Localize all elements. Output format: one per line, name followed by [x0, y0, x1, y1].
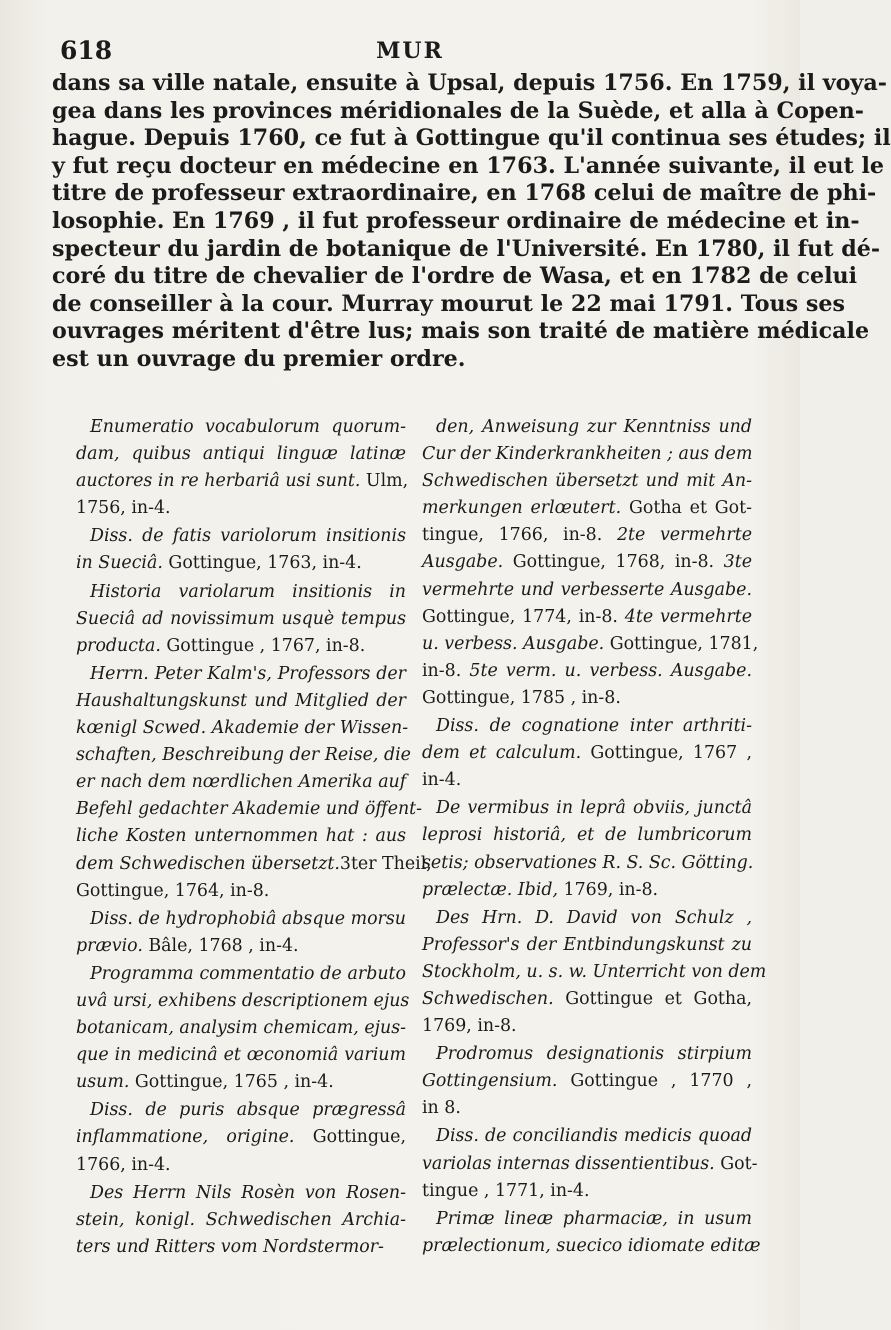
- roman-text: Gottingue et Gotha,: [565, 988, 753, 1009]
- italic-text: merkungen erlœutert.: [422, 498, 629, 519]
- italic-text: kœnigl Scwed. Akademie der Wissen-: [76, 718, 409, 739]
- italic-text: Primæ lineæ pharmaciæ, in usum: [436, 1208, 752, 1229]
- bibliography-entry: [422, 1123, 758, 1204]
- italic-text: Historia variolarum insitionis in: [90, 581, 406, 602]
- italic-text: liche Kosten unternommen hat : aus: [76, 826, 406, 847]
- italic-text: Gottingensium.: [422, 1071, 571, 1092]
- bibliography-entry: [76, 414, 409, 522]
- running-head: MUR: [376, 38, 444, 64]
- paragraph-line: hague. Depuis 1760, ce fut à Gottingue qu'il continua ses études; il: [52, 125, 891, 152]
- entry-line: [422, 713, 752, 740]
- italic-text: Professor's der Entbindungskunst zu: [422, 934, 752, 955]
- italic-text: Herrn. Peter Kalm's, Professors der: [90, 663, 406, 684]
- italic-text: producta.: [76, 635, 167, 656]
- paragraph-line: losophie. En 1769 , il fut professeur ordinaire de médecine et in-: [52, 207, 860, 234]
- roman-text: 1769, in-8.: [563, 879, 659, 900]
- entry-line: [76, 878, 406, 905]
- entry-line: [422, 441, 752, 468]
- entry-line: [422, 522, 752, 549]
- bibliography-entry: [76, 1097, 406, 1178]
- entry-line: [422, 877, 752, 904]
- italic-text: botanicam, analysim chemicam, ejus-: [76, 1018, 406, 1039]
- italic-text: Cur der Kinderkrankheiten ; aus dem: [422, 444, 753, 465]
- biography-paragraph: [52, 70, 891, 374]
- italic-text: prælectionum, suecico idiomate editæ: [422, 1235, 761, 1256]
- entry-line: [422, 604, 752, 631]
- italic-text: 2te vermehrte: [616, 525, 752, 546]
- italic-text: Des Herrn Nils Rosèn von Rosen-: [90, 1182, 406, 1203]
- entry-line: [76, 606, 406, 633]
- italic-text: Diss. de puris absque prægressâ: [90, 1100, 406, 1121]
- roman-text: Gottingue, 1781,: [609, 633, 759, 654]
- italic-text: 4te vermehrte: [624, 606, 752, 627]
- italic-text: Ausgabe.: [422, 552, 513, 573]
- entry-line: [76, 769, 406, 796]
- entry-line: [422, 822, 752, 849]
- roman-text: tingue, 1766, in-8.: [422, 525, 617, 546]
- entry-line: [422, 1151, 758, 1178]
- italic-text: Haushaltungskunst und Mitglied der: [76, 690, 406, 711]
- italic-text: auctores in re herbariâ usi sunt.: [76, 471, 366, 492]
- roman-text: in-4.: [422, 770, 462, 791]
- roman-text: Gottingue, 1785 , in-8.: [422, 687, 621, 708]
- italic-text: Schwedischen übersetzt und mit An-: [422, 471, 752, 492]
- entry-line: [76, 1097, 406, 1124]
- italic-text: variolas internas dissentientibus.: [422, 1153, 721, 1174]
- italic-text: u. verbess. Ausgabe.: [422, 633, 610, 654]
- italic-text: prævio.: [76, 935, 149, 956]
- italic-text: Sueciâ ad novissimum usquè tempus: [76, 608, 406, 629]
- entry-line: [422, 1068, 752, 1095]
- entry-line: [422, 1178, 752, 1205]
- roman-text: in 8.: [422, 1098, 461, 1119]
- entry-line: [422, 850, 752, 877]
- entry-line: [76, 523, 406, 550]
- entry-line: [76, 851, 432, 878]
- entry-line: [422, 932, 752, 959]
- paragraph-line: dans sa ville natale, ensuite à Upsal, depuis 1756. En 1759, il voya-: [52, 70, 887, 96]
- italic-text: Programma commentatio de arbuto: [90, 963, 406, 984]
- italic-text: Diss. de cognatione inter arthriti-: [436, 716, 752, 737]
- bibliography-entry: [76, 579, 406, 660]
- entry-line: [76, 906, 406, 933]
- entry-line: [76, 823, 406, 850]
- entry-line: [76, 579, 406, 606]
- entry-line: [422, 468, 752, 495]
- roman-text: Got-: [720, 1153, 758, 1174]
- roman-text: 1766, in-4.: [76, 1154, 171, 1175]
- italic-text: Prodromus designationis stirpium: [436, 1044, 752, 1065]
- entry-line: [422, 905, 752, 932]
- entry-line: [76, 796, 423, 823]
- italic-text: ters und Ritters vom Nordstermor-: [76, 1236, 384, 1257]
- bibliography-right-column: [422, 414, 767, 1261]
- italic-text: 3te: [723, 552, 752, 573]
- paragraph-line: gea dans les provinces méridionales de la Suède, et alla à Copen-: [52, 97, 864, 124]
- bibliography-entry: [76, 523, 406, 577]
- entry-line: [76, 550, 406, 577]
- entry-line: [76, 441, 406, 468]
- roman-text: in-8.: [422, 660, 470, 681]
- bibliography-entry: [422, 905, 767, 1040]
- entry-line: [76, 1015, 406, 1042]
- roman-text: Gottingue , 1767, in-8.: [166, 635, 366, 656]
- entry-line: [76, 1152, 406, 1179]
- page-header: [60, 36, 760, 68]
- italic-text: stein, konigl. Schwedischen Archia-: [76, 1209, 406, 1230]
- entry-line: [76, 933, 406, 960]
- italic-text: leprosi historiâ, et de lumbricorum: [422, 825, 752, 846]
- page-number: 618: [60, 36, 113, 65]
- entry-line: [76, 1234, 406, 1261]
- italic-text: er nach dem nœrdlichen Amerika auf: [76, 772, 407, 793]
- italic-text: usum.: [76, 1072, 135, 1093]
- entry-line: [422, 1206, 752, 1233]
- italic-text: vermehrte und verbesserte Ausgabe.: [422, 579, 752, 600]
- entry-line: [76, 715, 409, 742]
- paragraph-line: titre de professeur extraordinaire, en 1768 celui de maître de phi-: [52, 180, 877, 207]
- roman-text: Gottingue, 1768, in-8.: [512, 552, 724, 573]
- bibliography-entry: [76, 906, 406, 960]
- roman-text: Gottingue, 1765 , in-4.: [134, 1072, 334, 1093]
- paragraph-line: de conseiller à la cour. Murray mourut le 22 mai 1791. Tous ses: [52, 290, 845, 317]
- paragraph-line: y fut reçu docteur en médecine en 1763. L'année suivante, il eut le: [52, 152, 885, 179]
- roman-text: Gotha et Got-: [628, 498, 752, 519]
- roman-text: tingue , 1771, in-4.: [422, 1180, 590, 1201]
- bibliography-entry: [422, 1206, 761, 1260]
- italic-text: prælectæ. Ibid,: [422, 879, 564, 900]
- roman-text: 1756, in-4.: [76, 498, 171, 519]
- roman-text: Gottingue, 1763, in-4.: [168, 553, 362, 574]
- italic-text: den, Anweisung zur Kenntniss und: [436, 417, 752, 437]
- italic-text: setis; observationes R. S. Sc. Götting.: [422, 852, 754, 873]
- entry-line: [76, 495, 406, 522]
- italic-text: 5te verm. u. verbess. Ausgabe.: [469, 660, 752, 681]
- entry-line: [422, 631, 759, 658]
- bibliography-entry: [422, 1041, 752, 1122]
- entry-line: [422, 414, 752, 441]
- entry-line: [76, 1042, 406, 1069]
- italic-text: in Sueciâ.: [76, 553, 169, 574]
- italic-text: Schwedischen.: [422, 988, 566, 1009]
- bibliography-entry: [76, 961, 410, 1096]
- entry-line: [76, 688, 406, 715]
- bibliography-columns: [76, 414, 766, 1294]
- entry-line: [422, 658, 752, 685]
- entry-line: [422, 577, 752, 604]
- entry-line: [422, 1123, 752, 1150]
- entry-line: [76, 661, 406, 688]
- entry-line: [422, 767, 752, 794]
- roman-text: Gottingue, 1764, in-8.: [76, 880, 270, 901]
- entry-line: [76, 414, 406, 441]
- italic-text: que in medicinâ et œconomiâ varium: [76, 1045, 406, 1066]
- italic-text: uvâ ursi, exhibens descriptionem ejus: [76, 990, 410, 1011]
- paragraph-line: est un ouvrage du premier ordre.: [52, 345, 466, 372]
- entry-line: [422, 685, 752, 712]
- entry-line: [76, 633, 406, 660]
- paragraph-line: specteur du jardin de botanique de l'Université. En 1780, il fut dé-: [52, 235, 881, 262]
- italic-text: Stockholm, u. s. w. Unterricht von dem: [422, 961, 767, 982]
- italic-text: dem et calculum.: [422, 743, 591, 764]
- entry-line: [422, 1013, 752, 1040]
- roman-text: Bâle, 1768 , in-4.: [148, 935, 299, 956]
- entry-line: [76, 1180, 406, 1207]
- paragraph-line: coré du titre de chevalier de l'ordre de Wasa, et en 1782 de celui: [52, 263, 858, 290]
- entry-line: [422, 1041, 752, 1068]
- bibliography-entry: [422, 414, 759, 712]
- italic-text: dem Schwedischen übersetzt.: [76, 853, 340, 874]
- roman-text: Gottingue, 1774, in-8.: [422, 606, 625, 627]
- entry-line: [422, 549, 752, 576]
- bibliography-entry: [422, 795, 752, 903]
- bibliography-entry: [76, 661, 432, 905]
- italic-text: Diss. de conciliandis medicis quoad: [436, 1126, 752, 1147]
- entry-line: [422, 495, 752, 522]
- italic-text: De vermibus in leprâ obviis, junctâ: [436, 798, 752, 819]
- italic-text: Enumeratio vocabulorum quorum-: [90, 417, 406, 437]
- entry-line: [76, 742, 411, 769]
- italic-text: dam, quibus antiqui linguæ latinæ: [76, 444, 406, 465]
- entry-line: [422, 986, 752, 1013]
- entry-line: [422, 1233, 761, 1260]
- entry-line: [422, 740, 752, 767]
- italic-text: inflammatione, origine.: [76, 1127, 313, 1148]
- entry-line: [76, 961, 406, 988]
- entry-line: [422, 959, 767, 986]
- roman-text: 3ter Theil,: [339, 853, 432, 874]
- bibliography-left-column: [76, 414, 432, 1262]
- italic-text: Befehl gedachter Akademie und öffent-: [76, 799, 423, 820]
- italic-text: schaften, Beschreibung der Reise, die: [76, 745, 411, 766]
- entry-line: [76, 468, 409, 495]
- entry-line: [76, 1207, 406, 1234]
- entry-line: [76, 1069, 406, 1096]
- bibliography-entry: [76, 1180, 406, 1261]
- bibliography-entry: [422, 713, 752, 794]
- roman-text: Gottingue , 1770 ,: [570, 1071, 752, 1092]
- italic-text: Diss. de fatis variolorum insitionis: [90, 526, 406, 547]
- italic-text: Diss. de hydrophobiâ absque morsu: [90, 908, 406, 929]
- roman-text: 1769, in-8.: [422, 1016, 517, 1037]
- paragraph-line: ouvrages méritent d'être lus; mais son traité de matière médicale: [52, 318, 870, 345]
- entry-line: [422, 1095, 752, 1122]
- roman-text: Ulm,: [365, 471, 409, 492]
- entry-line: [76, 1124, 406, 1151]
- italic-text: Des Hrn. D. David von Schulz ,: [436, 907, 752, 928]
- roman-text: Gottingue,: [312, 1127, 406, 1148]
- roman-text: Gottingue, 1767 ,: [590, 743, 752, 764]
- entry-line: [422, 795, 752, 822]
- entry-line: [76, 988, 410, 1015]
